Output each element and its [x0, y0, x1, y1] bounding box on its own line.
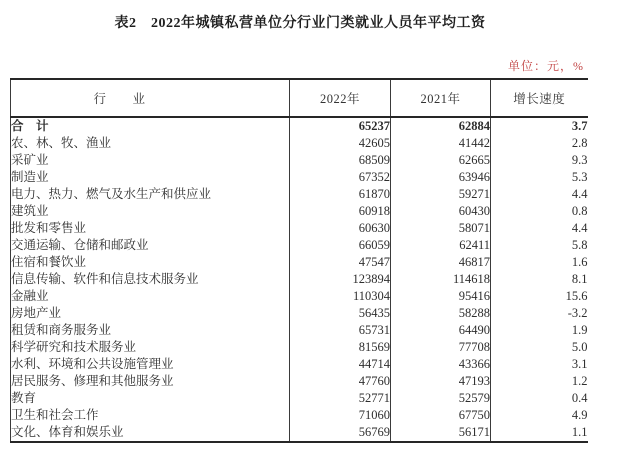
table-row — [11, 339, 588, 356]
growth-cell: 3.7 — [571, 119, 588, 133]
value-2022-cell: 65731 — [290, 322, 391, 339]
industry-cell: 居民服务、修理和其他服务业 — [11, 373, 290, 390]
value-2021-cell: 114618 — [391, 271, 491, 288]
value-2021-cell: 58288 — [391, 305, 491, 322]
industry-cell: 房地产业 — [11, 305, 290, 322]
growth-cell: 1.2 — [571, 374, 588, 388]
growth-cell: 15.6 — [565, 289, 588, 303]
wage-table — [10, 78, 588, 443]
table-row — [11, 152, 588, 169]
growth-cell: 1.9 — [571, 323, 588, 337]
table-row — [11, 424, 588, 442]
value-2022-cell: 52771 — [290, 390, 391, 407]
table-row — [11, 288, 588, 305]
value-2021-cell: 60430 — [391, 203, 491, 220]
value-2022-cell: 67352 — [290, 169, 391, 186]
value-2021-cell: 62665 — [391, 152, 491, 169]
growth-cell: 1.1 — [571, 425, 588, 439]
value-2021-cell: 41442 — [391, 135, 491, 152]
growth-cell: 5.3 — [571, 170, 588, 184]
table-row — [11, 203, 588, 220]
industry-cell: 金融业 — [11, 288, 290, 305]
value-2021-cell: 56171 — [391, 424, 491, 442]
header-2022: 2022年 — [290, 79, 391, 117]
table-row — [11, 220, 588, 237]
industry-cell: 租赁和商务服务业 — [11, 322, 290, 339]
table-row — [11, 305, 588, 322]
industry-cell: 合 计 — [11, 117, 290, 135]
value-2022-cell: 60630 — [290, 220, 391, 237]
growth-cell: 4.4 — [571, 221, 588, 235]
value-2022-cell: 71060 — [290, 407, 391, 424]
growth-cell: 1.6 — [571, 255, 588, 269]
growth-cell: -3.2 — [567, 306, 588, 320]
value-2021-cell: 77708 — [391, 339, 491, 356]
table-row — [11, 237, 588, 254]
value-2022-cell: 123894 — [290, 271, 391, 288]
value-2021-cell: 64490 — [391, 322, 491, 339]
industry-cell: 批发和零售业 — [11, 220, 290, 237]
table-row — [11, 407, 588, 424]
value-2022-cell: 47547 — [290, 254, 391, 271]
header-growth: 增长速度 — [491, 79, 588, 117]
table-row-total — [11, 117, 588, 135]
value-2022-cell: 110304 — [290, 288, 391, 305]
table-title: 表2 2022年城镇私营单位分行业门类就业人员年平均工资 — [114, 16, 486, 31]
value-2021-cell: 62884 — [391, 117, 491, 135]
growth-cell: 9.3 — [571, 153, 588, 167]
value-2022-cell: 61870 — [290, 186, 391, 203]
value-2022-cell: 68509 — [290, 152, 391, 169]
table-row — [11, 254, 588, 271]
header-2021: 2021年 — [391, 79, 491, 117]
value-2021-cell: 67750 — [391, 407, 491, 424]
value-2021-cell: 63946 — [391, 169, 491, 186]
value-2022-cell: 42605 — [290, 135, 391, 152]
table-row — [11, 322, 588, 339]
growth-cell: 3.1 — [571, 357, 588, 371]
value-2022-cell: 47760 — [290, 373, 391, 390]
growth-cell: 5.8 — [571, 238, 588, 252]
industry-cell: 住宿和餐饮业 — [11, 254, 290, 271]
industry-cell: 电力、热力、燃气及水生产和供应业 — [11, 186, 290, 203]
industry-cell: 科学研究和技术服务业 — [11, 339, 290, 356]
table-row — [11, 186, 588, 203]
value-2022-cell: 66059 — [290, 237, 391, 254]
value-2022-cell: 65237 — [290, 117, 391, 135]
growth-cell: 0.4 — [571, 391, 588, 405]
value-2021-cell: 52579 — [391, 390, 491, 407]
value-2021-cell: 59271 — [391, 186, 491, 203]
table-row — [11, 271, 588, 288]
table-row — [11, 390, 588, 407]
header-industry: 行 业 — [11, 79, 290, 117]
industry-cell: 采矿业 — [11, 152, 290, 169]
value-2022-cell: 56769 — [290, 424, 391, 442]
industry-cell: 制造业 — [11, 169, 290, 186]
growth-cell: 8.1 — [571, 272, 588, 286]
table-row — [11, 135, 588, 152]
table-row — [11, 356, 588, 373]
growth-cell: 2.8 — [571, 136, 588, 150]
industry-cell: 建筑业 — [11, 203, 290, 220]
table-header — [11, 79, 588, 117]
industry-cell: 信息传输、软件和信息技术服务业 — [11, 271, 290, 288]
value-2021-cell: 46817 — [391, 254, 491, 271]
value-2021-cell: 43366 — [391, 356, 491, 373]
value-2022-cell: 60918 — [290, 203, 391, 220]
industry-cell: 水利、环境和公共设施管理业 — [11, 356, 290, 373]
growth-cell: 5.0 — [571, 340, 588, 354]
table-row — [11, 169, 588, 186]
value-2022-cell: 56435 — [290, 305, 391, 322]
growth-cell: 4.4 — [571, 187, 588, 201]
table-row — [11, 373, 588, 390]
industry-cell: 教育 — [11, 390, 290, 407]
industry-cell: 卫生和社会工作 — [11, 407, 290, 424]
value-2021-cell: 47193 — [391, 373, 491, 390]
value-2021-cell: 58071 — [391, 220, 491, 237]
value-2022-cell: 81569 — [290, 339, 391, 356]
value-2022-cell: 44714 — [290, 356, 391, 373]
value-2021-cell: 62411 — [391, 237, 491, 254]
value-2021-cell: 95416 — [391, 288, 491, 305]
unit-note: 单位：元，% — [508, 59, 584, 73]
industry-cell: 交通运输、仓储和邮政业 — [11, 237, 290, 254]
industry-cell: 农、林、牧、渔业 — [11, 135, 290, 152]
growth-cell: 4.9 — [571, 408, 588, 422]
growth-cell: 0.8 — [571, 204, 588, 218]
industry-cell: 文化、体育和娱乐业 — [11, 424, 290, 442]
